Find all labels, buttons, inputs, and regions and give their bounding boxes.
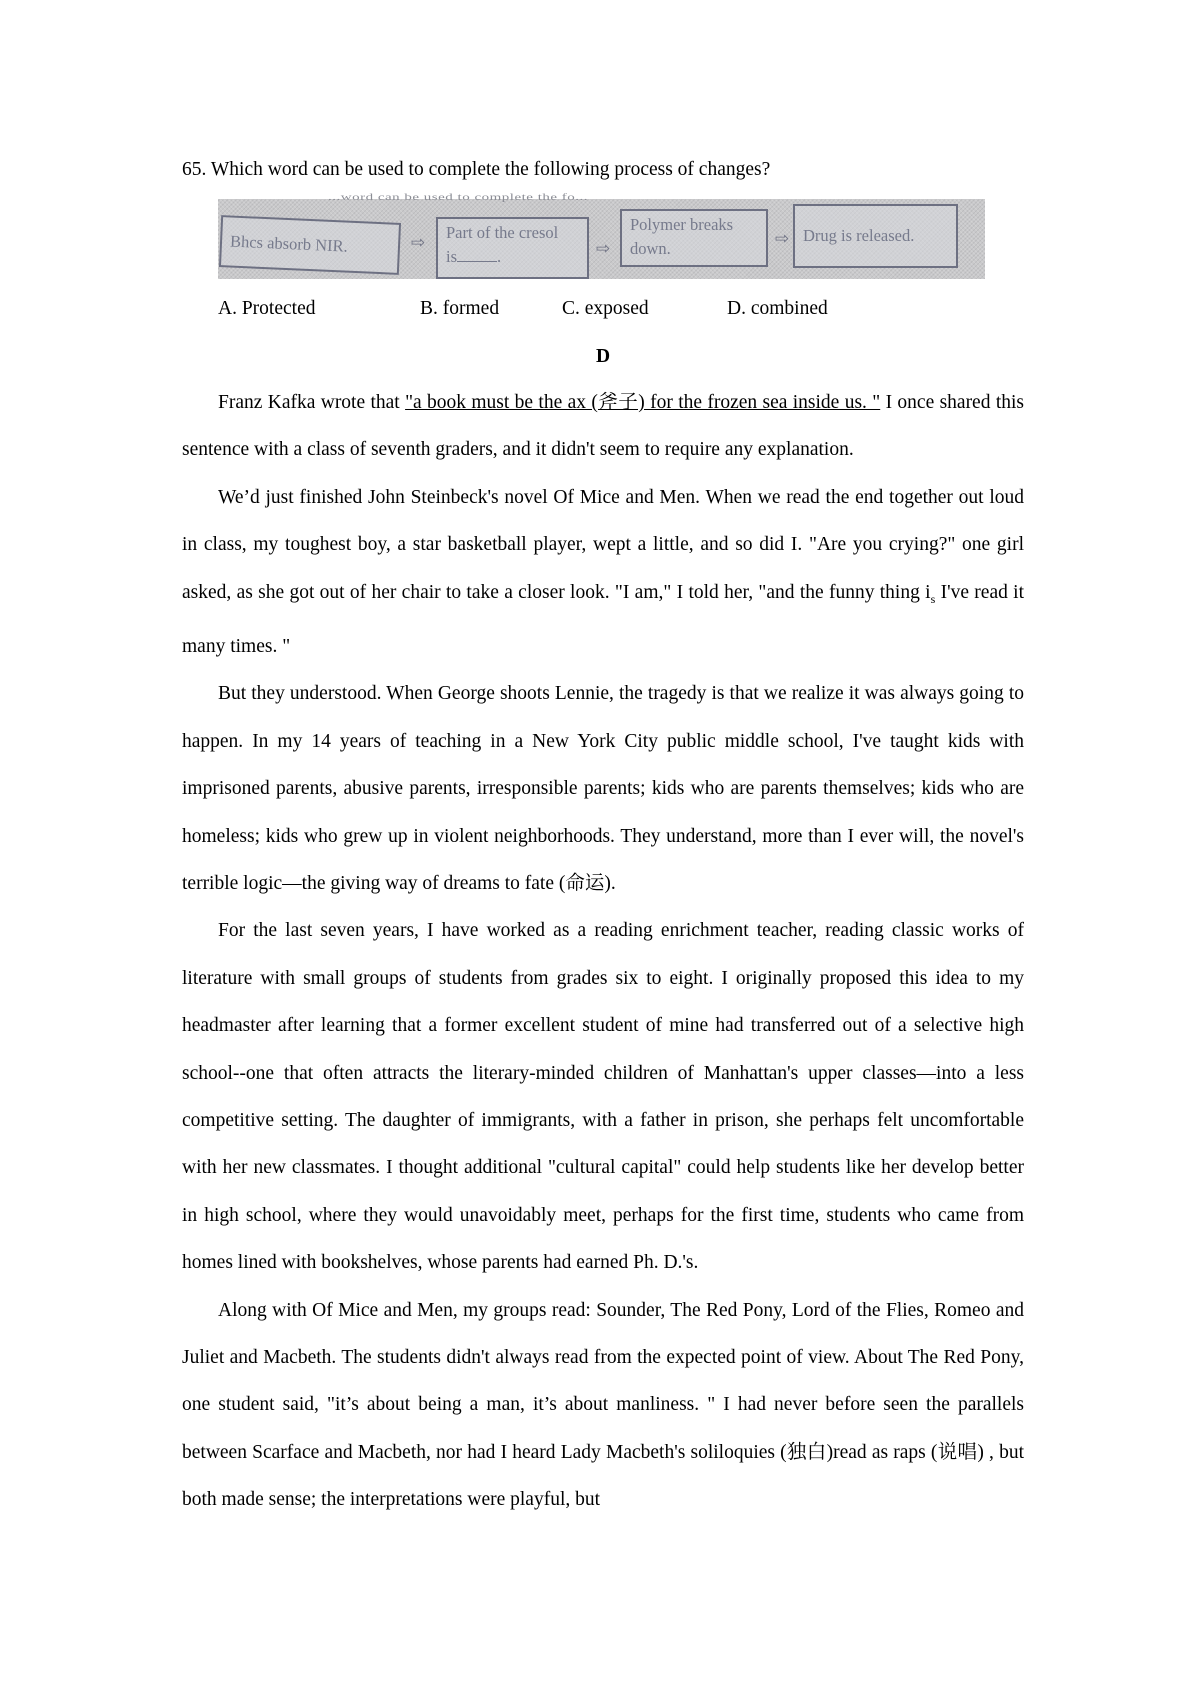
flow-step-1-text: Bhcs absorb NIR.	[229, 231, 349, 256]
exam-page	[182, 150, 1024, 1690]
passage-paragraph-3: But they understood. When George shoots Lennie, the tragedy is that we realize it was always going to happen. In my 14 years of teaching in a New York City public middle school, I've taught kids with imprisoned parents, abusive parents, irresponsible parents; kids who are parents themselves; kids who are homeless; kids who grew up in violent neighborhoods. They understand, more than I ever will, the novel's terrible logic—the giving way of dreams to fate (命运).	[182, 683, 1024, 894]
option-c: C. exposed	[562, 298, 649, 319]
flow-step-3	[620, 209, 768, 267]
passage-paragraph-2	[182, 474, 1024, 671]
p2-rest: I've read it many times. "	[182, 581, 1025, 657]
question-65-text: 65. Which word can be used to complete the following process of changes?	[182, 159, 771, 180]
option-a: A. Protected	[218, 298, 316, 319]
reading-passage	[182, 379, 1024, 1524]
p2-lead: We’d just finished John Steinbeck's novel Of Mice and Men. When we read the end together out loud in class, my toughest boy, a star basketball player, wept a little, and so did I. "Are you crying?" one girl asked, as she got out of her chair to take a closer look. "I am," I told her, "and the funny thing i	[182, 486, 1024, 603]
passage-paragraph-4: For the last seven years, I have worked as a reading enrichment teacher, reading classic works of literature with small groups of students from grades six to eight. I originally proposed this idea to my headmaster after learning that a former excellent student of mine had transferred out of a selective high school--one that often attracts the literary-minded children of Manhattan's upper classes—into a less competitive setting. The daughter of immigrants, with a father in prison, she perhaps felt uncomfortable with her new classmates. I thought additional "cultural capital" could help students like her develop better in high school, where they would unavoidably meet, perhaps for the first time, students who came from homes lined with bookshelves, whose parents had earned Ph. D.'s.	[182, 920, 1024, 1274]
flow-step-4	[793, 204, 958, 268]
answer-blank	[457, 247, 497, 262]
passage-paragraph-1	[182, 379, 1024, 474]
flow-arrow-icon: ⇨	[775, 229, 790, 249]
option-d: D. combined	[727, 298, 828, 319]
figure-cropped-text: ...word can be used to complete the fo...	[328, 193, 589, 203]
kafka-quote: "a book must be the ax (斧子) for the frozen sea inside us. "	[405, 392, 881, 413]
p2-subscript: s	[930, 591, 936, 606]
flow-step-2-suffix: .	[497, 247, 502, 266]
flow-step-2-line2	[446, 245, 579, 269]
flow-step-4-text: Drug is released.	[803, 226, 915, 245]
flow-arrow-icon: ⇨	[596, 239, 611, 259]
flow-step-2-prefix: is	[446, 247, 458, 266]
flow-arrow-icon: ⇨	[411, 233, 426, 253]
p1-lead: Franz Kafka wrote that	[218, 392, 406, 413]
passage-paragraph-5: Along with Of Mice and Men, my groups read: Sounder, The Red Pony, Lord of the Flies, Romeo and Juliet and Macbeth. The students didn't always read from the expected point of view. About The Red Pony, one student said, "it’s about being a man, it’s about manliness. " I had never before seen the parallels between Scarface and Macbeth, nor had I heard Lady Macbeth's soliloquies (独白)read as raps (说唱) , but both made sense; the interpretations were playful, but	[182, 1299, 1024, 1511]
section-heading: D	[595, 346, 611, 367]
p1-rest: I once shared this sentence with a class of seventh graders, and it didn't seem to require any explanation.	[182, 392, 1024, 461]
option-b: B. formed	[420, 298, 500, 319]
flow-step-2-line1: Part of the cresol	[446, 223, 559, 242]
answer-options	[182, 289, 1024, 329]
flow-step-3-line2: down.	[630, 239, 671, 258]
flow-step-1	[219, 215, 401, 275]
flow-step-3-line1: Polymer breaks	[630, 215, 734, 234]
flow-step-2	[436, 217, 589, 279]
process-flow-figure	[218, 193, 985, 279]
